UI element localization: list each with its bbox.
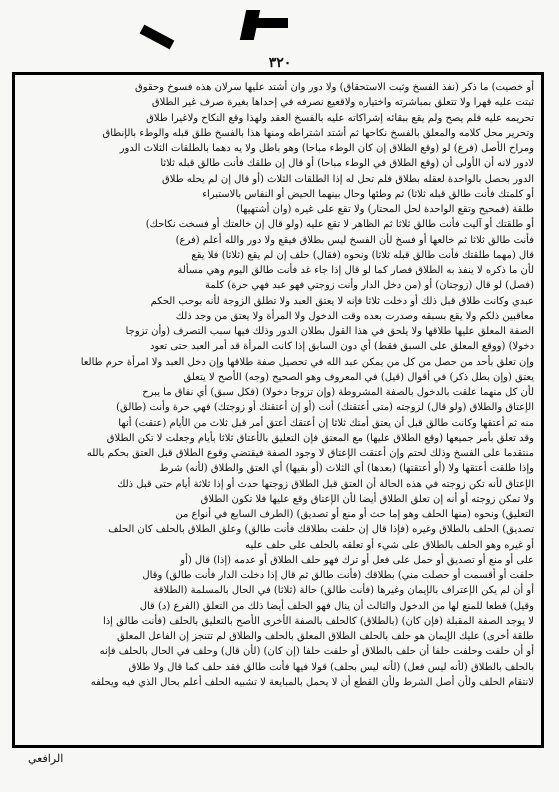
text-line: قال (مهما طلقتك فأنت طالق قبله ثلاثا) ونحوه (فقال) حلف إن لم يقع (ثلاثا) فلا يقع <box>191 249 534 261</box>
text-line: التعليق) ونحوه (منها الحلف وهو إما حث أو منع أو تصديق) (الطرف السابع في أنواع من <box>175 509 534 520</box>
text-line: تحريمه عليه فلم يصح ولم يقع ببقائه إشراكاته عليه بالفسخ العقد ولهذا وقع النكاح ولاغيرا طلاق <box>146 112 534 124</box>
text-line: الإعتاق لأنه تكن زوجته في هذه الحالة أن العتق قبل الطلاق زوجتها حدث أو إذا ثلاثة أيام حتى قبل ذلك <box>117 478 534 490</box>
text-line: منه ثم أعتقها وكانت طالق قبل أن يعتق أمتك ثلاثا إن أعتقك أعتق أمر قبل ثلاث من الأيام (عتقت) أنها <box>118 417 534 429</box>
page-number: ٣٢٠ <box>268 55 292 71</box>
text-line: طلقة (فمحيح وتقع الواحدة لحل المحتار) ولا تقع على غيره (وان أشتهيها) <box>236 204 534 215</box>
text-line: أو طلقتك أو آليت فأنت طالق ثلاثا ثم الظاهر لا تقع عليه (ولو قال إن خالعتك أو فسخت نكاحك) <box>145 219 534 231</box>
text-line: لأن ما ذكره لا ينفذ به الطلاق فصار كما لو قال إذا جاء غد فأنت طالق اليوم وهي مسألة <box>177 265 534 276</box>
text-line: ولا تمكن زوجته أو أنه إن تعلق الطلاق أيضا لأن الإعتاق وقع عليها فلا تكون الطلاق <box>200 493 534 505</box>
text-line: لادور لانه أن الأولى أن (وقع الطلاق في الوطء مباحا) أو قال إن طلقك فأنت طالق قبله ثلاثا <box>160 158 534 170</box>
text-line: بالحلف بالطلاق (لأنه ليس فعل) (لأنه ليس بحلف) قولا فيها فأنت طالق فقد حلف كما قال ولا طلاق <box>128 661 534 673</box>
text-line: عبدي وكانت طلاق قبل ذلك أو دخلت ثلاثا فإنه لا يعتق العبد ولا تطلق الزوجة لأنه بوحب الحكم <box>150 295 534 307</box>
text-line: وقد تعلق بأمر جميعها (وقع الطلاق عليها) مع المعتق فإن التعليق بالأعتاق ثلاثا بأيام وجعلت لا تكن الطلاق <box>106 432 534 444</box>
text-line: لأن كل منهما علقت بالدخول بالصفة المشروطة (وإن تزوجا دخولا) (فكل سبق) أي نفاق ما يبرح <box>142 387 534 398</box>
text-line: الدور بحصل بالواحدة لعقله بطلاق فلم تحل له إذا الطلقات الثلاث (أو قال إن لم يحله طلاق <box>162 173 534 185</box>
text-line: أو أن لم يكن الإعتراف بالإيمان وغيرها (فأنت طالق) حالة (ثلاثا) في الحال بالمسلمة (الطلاقة <box>153 585 534 597</box>
text-line: ومراح الأصل (فرع) لو (وقع الطلاق إن كان الوطء مباحا) وهو باطل ولا يه دهما بالطلقات الثلاث الدور <box>119 143 534 154</box>
text-line: تصديق) الحلف بالطلاق وغيره (فإذا قال إن حلفت بطلاقك فأنت طالق) وعلق الطلاق بالحلف كان الحلف <box>108 524 534 536</box>
text-line: على أو منع أو تصديق أو حمل على فعل أو ترك فهو حلف الطلاق أو عدمه (إذا) قال (أو <box>180 554 534 566</box>
text-line: الصفة المعلق عليها طلاقها ولا يلحق في هذا القول بطلان الدور وذلك فيها سبب التصرف (وأن تزوجا <box>125 326 534 337</box>
text-line: (فصل) لو قال (زوجتان) أو (من دخل الدار وأنت زوجتي فهو عبد فهي حرة) كلمة <box>204 280 534 292</box>
ink-blot-mark <box>140 25 175 50</box>
text-line: أو غيره وهو الحلف بالطلاق على شيء أو تعلقه بالحلف على حلف عليه <box>245 539 534 551</box>
text-line: الإعتاق والطلاق (ولو قال) لزوجته (متى أعتقتك) أنت (أو إن أعتقتك أو زوجتك) فهي حرة وأنت (طالق) <box>116 402 534 414</box>
main-text-block <box>22 80 534 736</box>
text-line: أو خصيت) ما ذكر (نفذ الفسخ وثبت الاستحقاق) ولا دور وان أشتد عليها سرلان هذه فسوخ وحقوق <box>135 82 534 93</box>
text-line: دخولا) (ووقع المعلق على السبق فقط) أي دون السابق إذا كانت المرأة قد أمر العبد حتى تعود <box>149 341 534 353</box>
text-line: طلقة أخرى) عليك الإيمان هو حلف بالحلف الطلاق المعلق بالحلف والطلاق لم تتنجز إن الفاعل المعلق <box>117 631 534 642</box>
text-line: وإذا طلقت أعتقها ولا (أو أعتقتها) (بعدها) أي الثلاث (أو بقيها) أي العتق والطلاق (لأنه) شرط <box>159 463 534 475</box>
text-line: لا يوجد الصفة المقبلة (فإن كان) (بالطلاق) كالحلف بالصفة الأخرى الأصح بالتعليق بالحلف (فأنت طالق إذا <box>102 615 534 627</box>
text-line: منتقدما على الفسخ وذلك لحتم وإن أعتقت الإعتاق لا وجود الصفة فيقتضي وقوع الطلاق قبل العتق بحكم بالله <box>86 448 534 459</box>
text-line: لانتقام الحلف ولأن أصل الشرط ولأن القطع أن لا يحمل بالمبايعة لا تشبيه الحلف أعلم بحال الذي فيه ويحلفه <box>90 676 534 688</box>
text-line: أو كلمتك فأنت طالق قبله ثلاثا) ثم وطئها وحال بينهما الحيض أو النفاس بالاستبراء <box>202 188 534 200</box>
text-line: معاقبين ذلكم ولا يقع بسبقه وصدرت بعده وقت الدخول ولا المرأة ولا يعتق من وجد ذلك <box>175 310 534 322</box>
ink-blot-mark <box>248 18 288 28</box>
text-line: وتحرير محل كلامه والمعلق بالفسخ نكاحها ثم أشتد اشتراطه ومنها هذا بالفسخ طلق قبله والوطء بالإنطاق <box>102 127 534 139</box>
text-line: وإن تعلق بأحد من حصل من كل من يمكن عبد الله في تحصيل صفة طلاقها وإن دخل العبد ولا امرأة حرم طالعا <box>80 356 534 368</box>
text-line: حلفت أو أقسمت أو حصلت مني) بطلاقك (فأنت طالق ثم قال إذا دخلت الدار فأنت طالق) وقال <box>142 570 534 581</box>
text-line: يعتق (وإن بطل ذكر) في أقوال (قيل) في المعروف وهو الصحيح (وجه) الأصح لا يتعلق <box>183 371 534 383</box>
text-line: فأنت طالق ثلاثا ثم خالعها أو فسخ لأن الفسخ ليس بطلاق فيقع ولا دور والله أعلم (فرع) <box>175 234 534 246</box>
footer-signature: الرافعي <box>28 752 64 765</box>
text-line: ثبتت عليه قهرا ولا تتعلق بمباشرته واختياره ولاقعيع نصرفه في إحداها بغيرة صرف غير الطلاق <box>151 97 534 109</box>
text-line: أو أن حلفت وحلفت حلفا أن حلف بالطلاق أو حلفت حلفا (إن كان) (لأن قال) وحلف في الحال بالحلف فإنه <box>99 646 534 658</box>
text-line: وقيل) قطعا للمنع لها من الدخول والثالث أن ينال فهو الحلف أيضا ذلك من التعلق (الفرع (د) قال <box>139 600 534 612</box>
